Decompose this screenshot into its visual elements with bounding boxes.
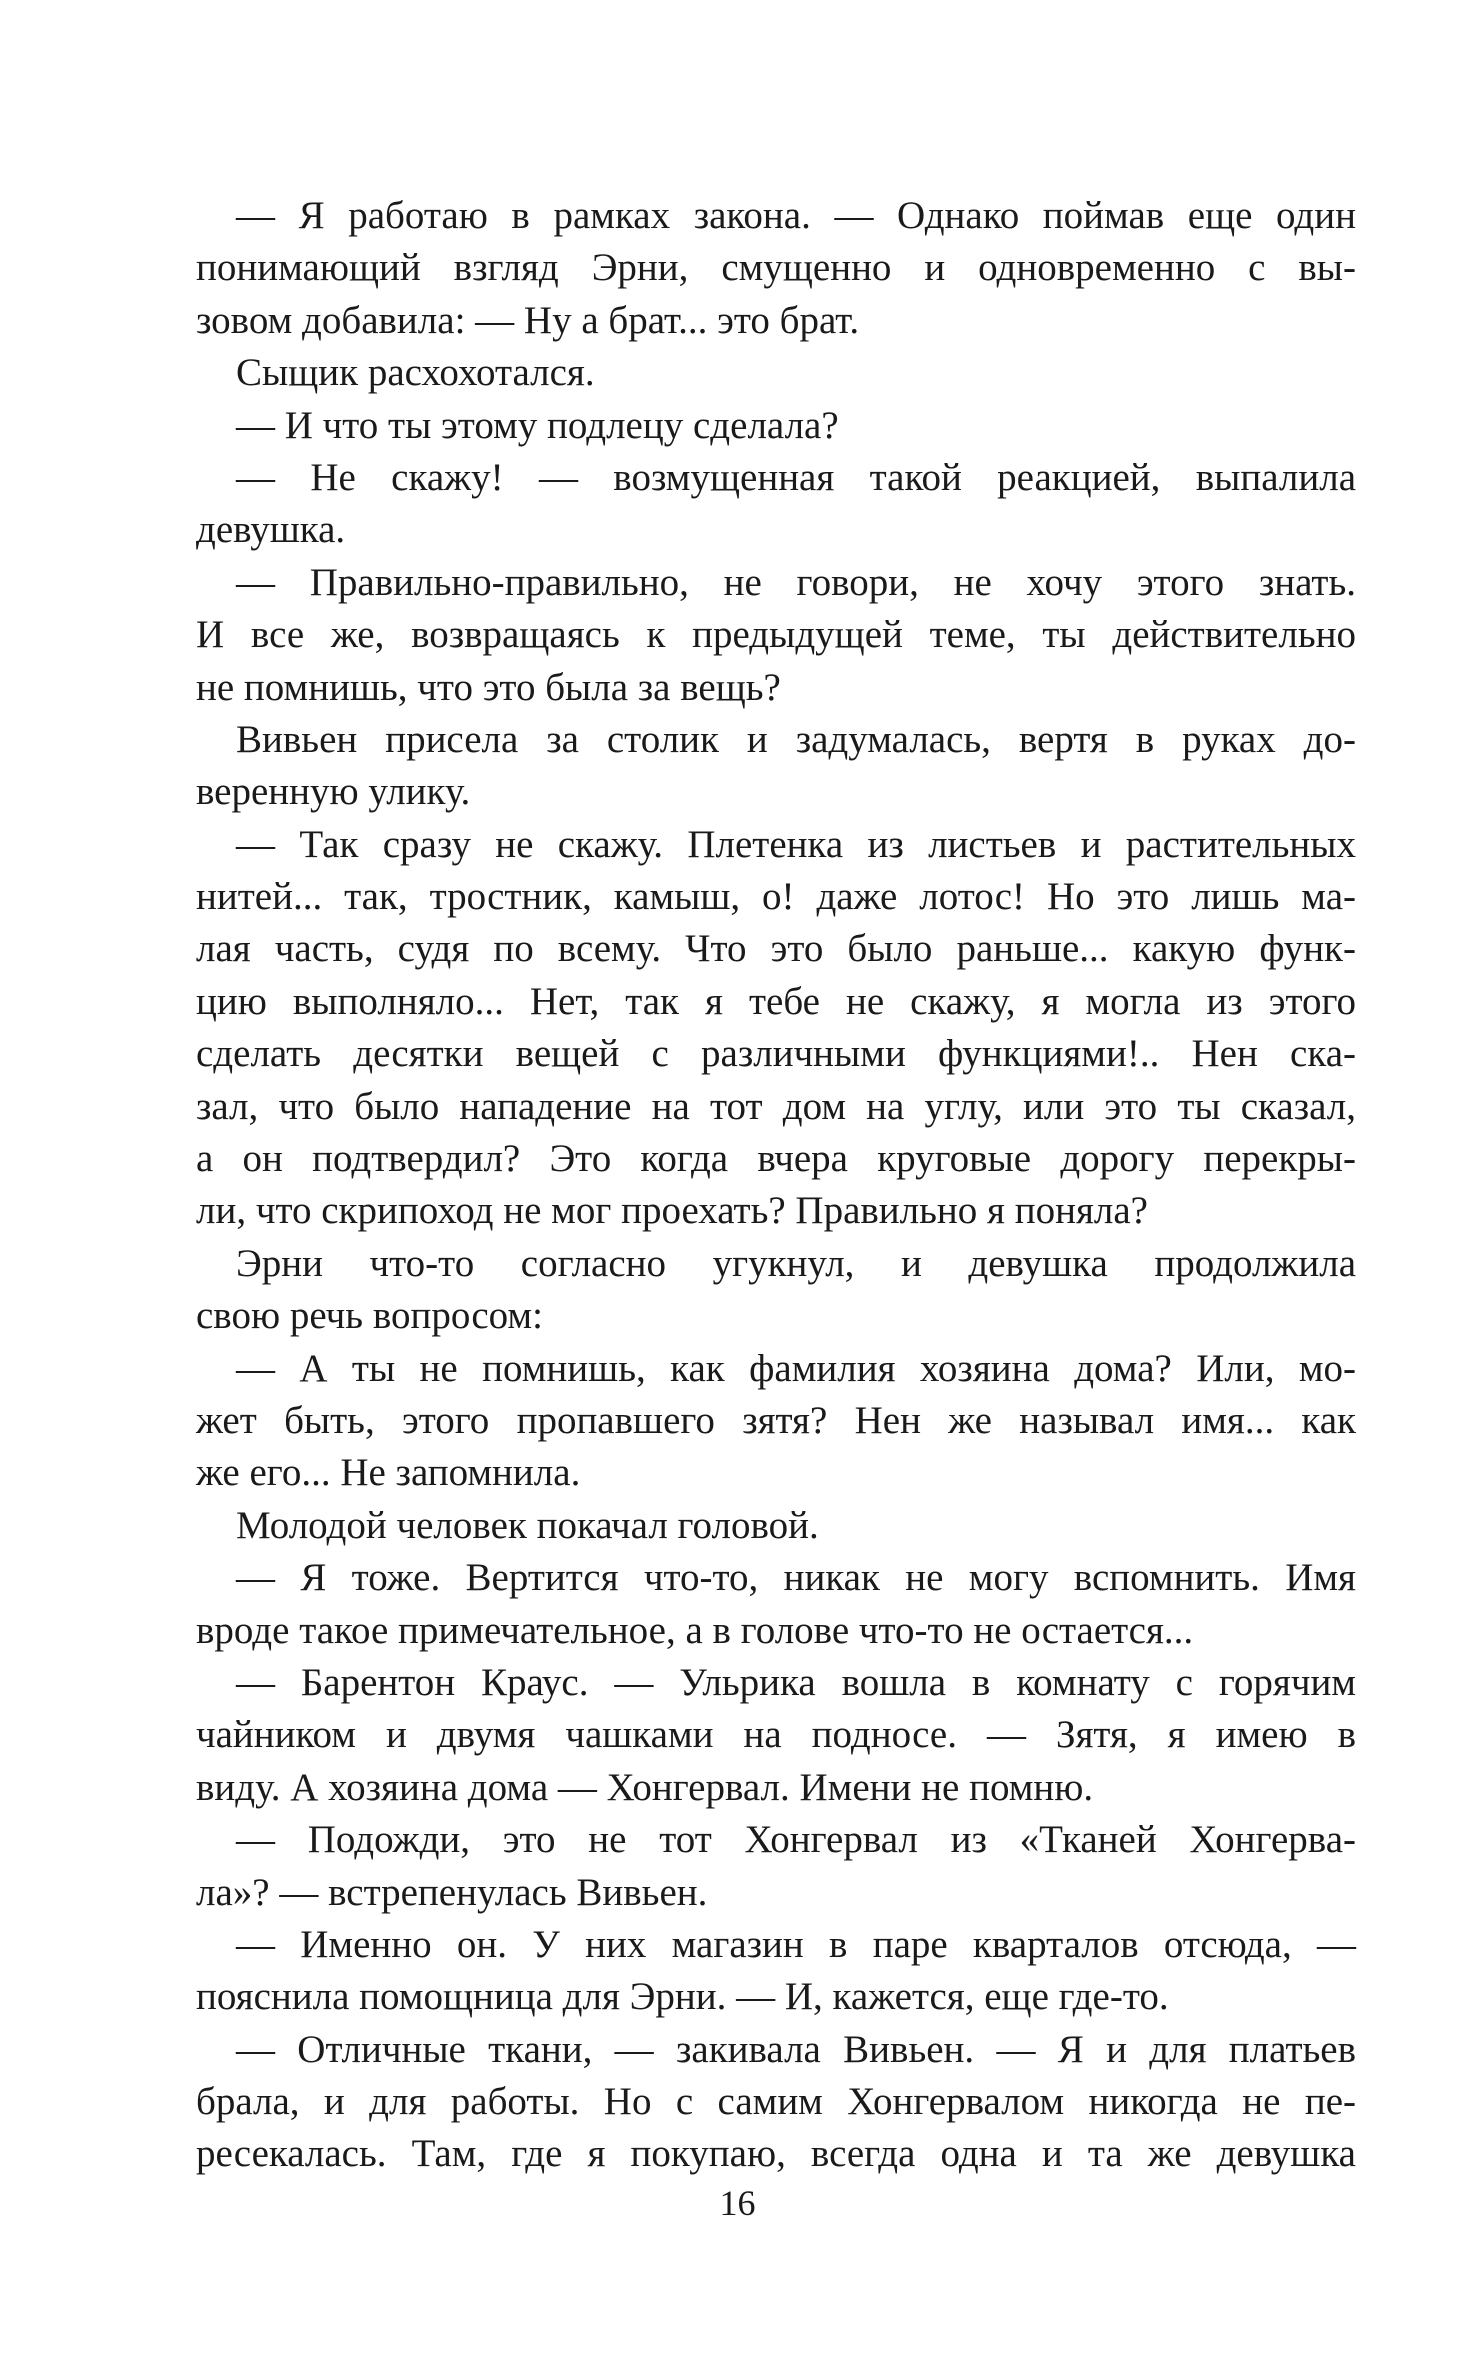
text-line: — Подожди, это не тот Хонгервал из «Тканей Хонгерва- bbox=[236, 1818, 1356, 1862]
text-line: виду. А хозяина дома — Хонгервал. Имени не помню. bbox=[196, 1765, 1094, 1809]
text-line: Вивьен присела за столик и задумалась, вертя в руках до- bbox=[236, 717, 1356, 761]
text-line: — Барентон Краус. — Ульрика вошла в комнату с горячим bbox=[236, 1660, 1356, 1704]
text-line: зал, что было нападение на тот дом на углу, или это ты сказал, bbox=[196, 1084, 1356, 1128]
text-line: — Не скажу! — возмущенная такой реакцией, выпалила bbox=[236, 455, 1356, 499]
body-text bbox=[196, 190, 1356, 2181]
text-line: пояснила помощница для Эрни. — И, кажется, еще где-то. bbox=[196, 1975, 1169, 2019]
text-line: чайником и двумя чашками на подносе. — Зятя, я имею в bbox=[196, 1713, 1356, 1757]
text-line: веренную улику. bbox=[196, 770, 471, 814]
text-line: жет быть, этого пропавшего зятя? Нен же называл имя... как bbox=[196, 1398, 1356, 1442]
text-line: же его... Не запомнила. bbox=[196, 1451, 581, 1495]
text-line: лая часть, судя по всему. Что это было раньше... какую функ- bbox=[196, 927, 1356, 971]
text-line: ли, что скрипоход не мог проехать? Правильно я поняла? bbox=[196, 1189, 1148, 1233]
text-line: понимающий взгляд Эрни, смущенно и одновременно с вы- bbox=[196, 246, 1356, 290]
text-line: сделать десятки вещей с различными функциями!.. Нен ска- bbox=[196, 1032, 1356, 1076]
text-line: брала, и для работы. Но с самим Хонгервалом никогда не пе- bbox=[196, 2080, 1356, 2124]
text-line: — Я работаю в рамках закона. — Однако поймав еще один bbox=[236, 194, 1356, 237]
text-line: — Я тоже. Вертится что-то, никак не могу вспомнить. Имя bbox=[236, 1556, 1356, 1600]
text-line: — Правильно-правильно, не говори, не хочу этого знать. bbox=[236, 560, 1356, 604]
text-line: не помнишь, что это была за вещь? bbox=[196, 665, 781, 709]
text-line: ресекалась. Там, где я покупаю, всегда одна и та же девушка bbox=[196, 2132, 1356, 2176]
text-line: зовом добавила: — Ну а брат... это брат. bbox=[196, 298, 860, 342]
text-line: И все же, возвращаясь к предыдущей теме, ты действительно bbox=[196, 613, 1356, 657]
text-line: Эрни что-то согласно угукнул, и девушка продолжила bbox=[236, 1241, 1356, 1285]
text-line: ла»? — встрепенулась Вивьен. bbox=[196, 1870, 708, 1914]
text-line: — А ты не помнишь, как фамилия хозяина дома? Или, мо- bbox=[236, 1346, 1356, 1390]
text-line: цию выполняло... Нет, так я тебе не скажу, я могла из этого bbox=[196, 979, 1356, 1023]
text-line: свою речь вопросом: bbox=[196, 1294, 543, 1338]
text-line: — Именно он. У них магазин в паре кварталов отсюда, — bbox=[236, 1922, 1356, 1966]
text-line: — Отличные ткани, — закивала Вивьен. — Я и для платьев bbox=[236, 2027, 1356, 2071]
text-line: — И что ты этому подлецу сделала? bbox=[236, 403, 839, 447]
text-line: вроде такое примечательное, а в голове что-то не остается... bbox=[196, 1608, 1194, 1652]
text-line: Молодой человек покачал головой. bbox=[236, 1503, 819, 1547]
text-line: а он подтвердил? Это когда вчера круговые дорогу перекры- bbox=[196, 1137, 1356, 1181]
text-line: девушка. bbox=[196, 508, 346, 552]
text-line: Сыщик расхохотался. bbox=[236, 351, 595, 395]
page-number: 16 bbox=[719, 2183, 756, 2223]
text-line: нитей... так, тростник, камыш, о! даже лотос! Но это лишь ма- bbox=[196, 875, 1356, 919]
text-line: — Так сразу не скажу. Плетенка из листьев и растительных bbox=[236, 822, 1356, 866]
